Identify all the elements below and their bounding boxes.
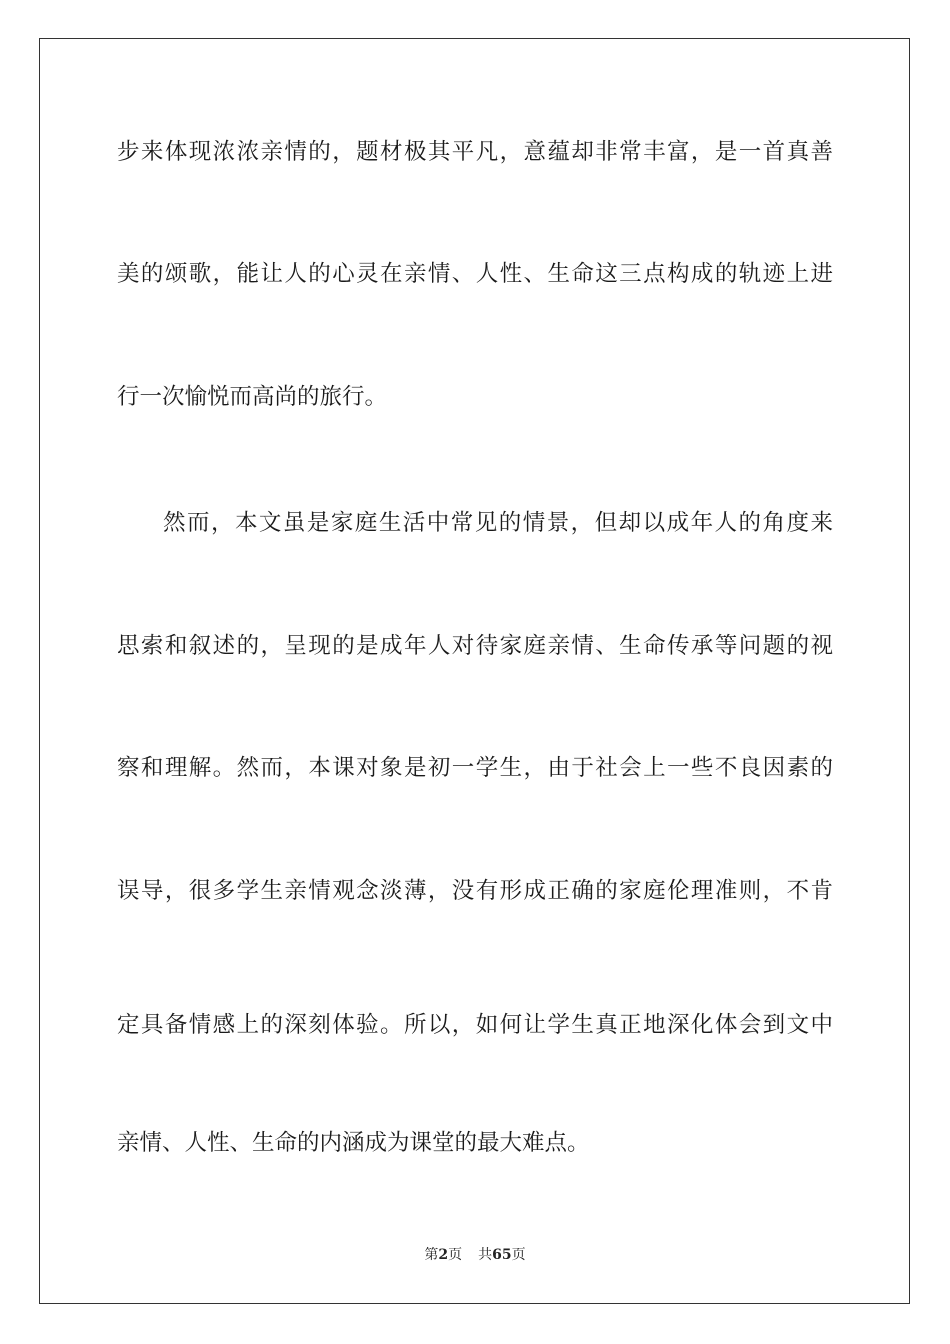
paragraph-2-line-1: 然而，本文虽是家庭生活中常见的情景，但却以成年人的角度来: [163, 510, 833, 536]
paragraph-2-line-2: 思索和叙述的，呈现的是成年人对待家庭亲情、生命传承等问题的视: [117, 633, 833, 659]
total-prefix: 共: [478, 1247, 493, 1263]
total-pages: 65: [492, 1247, 512, 1263]
page-number: 2: [438, 1247, 449, 1263]
paragraph-2-line-6: 亲情、人性、生命的内涵成为课堂的最大难点。: [117, 1130, 590, 1156]
page-suffix: 页: [448, 1247, 463, 1263]
page-footer: [0, 1246, 950, 1264]
paragraph-1-line-2: 美的颂歌，能让人的心灵在亲情、人性、生命这三点构成的轨迹上进: [117, 261, 833, 287]
paragraph-2-line-5: 定具备情感上的深刻体验。所以，如何让学生真正地深化体会到文中: [117, 1012, 833, 1038]
paragraph-2-line-4: 误导，很多学生亲情观念淡薄，没有形成正确的家庭伦理准则，不肯: [117, 878, 833, 904]
page-border: [39, 38, 910, 1304]
page-prefix: 第: [424, 1247, 439, 1263]
paragraph-2-line-3: 察和理解。然而，本课对象是初一学生，由于社会上一些不良因素的: [117, 755, 833, 781]
paragraph-1-line-1: 步来体现浓浓亲情的，题材极其平凡，意蕴却非常丰富，是一首真善: [117, 139, 833, 165]
total-suffix: 页: [511, 1247, 526, 1263]
paragraph-1-line-3: 行一次愉悦而高尚的旅行。: [117, 384, 388, 410]
